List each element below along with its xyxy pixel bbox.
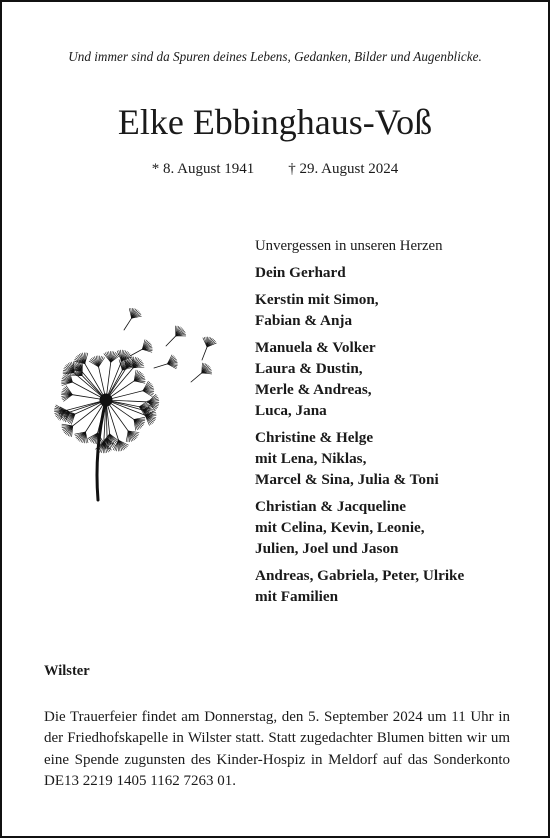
mourner-line: mit Familien — [255, 588, 339, 605]
mourner-line: mit Lena, Niklas, — [255, 450, 367, 467]
mourner-line: Marcel & Sina, Julia & Toni — [255, 471, 439, 488]
mourner-line: Fabian & Anja — [255, 312, 353, 329]
mourner-group — [255, 289, 540, 331]
mourner-line: Christine & Helge — [255, 429, 374, 446]
mourner-line: Manuela & Volker — [255, 339, 376, 356]
funeral-notice: Die Trauerfeier findet am Donnerstag, den 5. September 2024 um 11 Uhr in der Friedhofskapelle in Wilster statt. Statt zugedachter Blumen bitten wir um eine Spende zugunsten des Kinder-Hospiz in Meldorf auf das Sonderkonto DE13 2219 1405 1162 7263 01. — [44, 709, 510, 790]
dandelion-icon — [36, 300, 236, 520]
birth-date: * 8. August 1941 — [151, 161, 255, 177]
mourner-line: Luca, Jana — [255, 402, 327, 419]
mourners-list — [255, 236, 540, 613]
mourner-group — [255, 262, 540, 283]
mourners-heading: Unvergessen in unseren Herzen — [255, 238, 443, 254]
mourner-line: Christian & Jacqueline — [255, 498, 407, 515]
mourner-line: Julien, Joel und Jason — [255, 540, 399, 557]
mourner-line: Andreas, Gabriela, Peter, Ulrike — [255, 567, 465, 584]
mourner-group — [255, 496, 540, 559]
mourner-line: Kerstin mit Simon, — [255, 291, 379, 308]
mourner-line: mit Celina, Kevin, Leonie, — [255, 519, 425, 536]
mourner-line: Dein Gerhard — [255, 264, 346, 281]
life-dates — [0, 161, 550, 178]
mourner-group — [255, 427, 540, 490]
mourner-line: Laura & Dustin, — [255, 360, 363, 377]
mourner-group — [255, 337, 540, 421]
motto-text: Und immer sind da Spuren deines Lebens, Gedanken, Bilder und Augenblicke. — [68, 49, 482, 64]
death-date: † 29. August 2024 — [288, 161, 399, 177]
mourner-line: Merle & Andreas, — [255, 381, 372, 398]
place-name: Wilster — [44, 663, 90, 679]
mourner-groups — [255, 262, 540, 607]
mourner-group — [255, 565, 540, 607]
deceased-name: Elke Ebbinghaus-Voß — [117, 102, 433, 142]
